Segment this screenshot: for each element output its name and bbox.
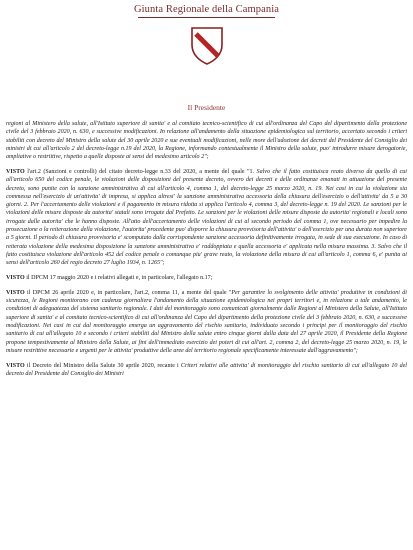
- letterhead-title: Giunta Regionale della Campania: [133, 4, 280, 15]
- paragraph-lead: VISTO: [6, 362, 25, 369]
- paragraph-lead: VISTO: [6, 168, 25, 175]
- document-body: [6, 120, 407, 384]
- paragraph-1: [6, 168, 407, 268]
- campania-coat-of-arms-icon: [190, 25, 224, 65]
- paragraph-0: [6, 120, 407, 161]
- paragraph-text: il DPCM 17 maggio 2020 e i relativi allegati e, in particolare, l'allegato n.17;: [24, 275, 213, 282]
- paragraph-quote: regioni al Ministero della salute, all'Istituto superiore di sanita' e al comitato tecnico-scientifico di cui all'ordinanza del Capo del dipartimento della protezione civile del 3 febbraio 2020, n. 630, e successive modificazioni. In relazione all'andamento della situazione epidemiologica sul territorio, accertato secondo i criteri stabiliti con decreto del Ministro della salute del 30 aprile 2020 e sue eventuali modificazioni, nelle more dell'adozione dei decreti del Presidente del Consiglio dei ministri di cui all'articolo 2 del decreto-legge n.19 del 2020, la Regione, informando contestualmente il Ministro della salute, puo' introdurre misure derogatorie, ampliative o restrittive, rispetto a quelle disposte ai sensi del medesimo articolo 2";: [6, 121, 407, 161]
- paragraph-text: il Decreto del Ministro della Salute 30 aprile 2020, recante i: [24, 362, 181, 369]
- paragraph-text: l'art.2 (Sanzioni e controlli) del citato decreto-legge n.33 del 2020, a mente del quale "1.: [24, 168, 257, 175]
- paragraph-quote: Per garantire lo svolgimento delle attivita' produttive in condizioni di sicurezza, le Regioni monitorano con cadenza giornaliera l'andamento della situazione epidemiologica nei propri territori e, in relazione a tale andamento, le condizioni di adeguatezza del sistema sanitario regionale. I dati del monitoraggio sono comunicati giornalmente dalle Regioni al Ministero della Salute, all'Istituto superiore di sanita' e al comitato tecnico-scientifico di cui all'ordinanza del Capo del dipartimento della protezione civile del 3 febbraio 2020, n. 630, e successive modificazioni. Nei casi in cui dal monitoraggio emerga un aggravamento del rischio sanitario, individuato secondo i principi per il monitoraggio del rischio sanitario di cui all'allegato 10 e secondo i criteri stabiliti dal Ministro della salute entro cinque giorni dalla data del 27 aprile 2020, il Presidente della Regione propone tempestivamente al Ministro della Salute, ai fini dell'immediato esercizio dei poteri di cui all'art. 2, comma 2, del decreto-legge 25 marzo 2020, n. 19, le misure restrittive necessarie e urgenti per le attivita' produttive delle aree del territorio regionale specificamente interessate dall'aggravamento";: [6, 289, 407, 354]
- paragraph-2: [6, 274, 407, 282]
- paragraph-quote: Salvo che il fatto costituisca reato diverso da quello di cui all'articolo 650 del codice penale, le violazioni delle disposizioni del presente decreto, ovvero dei decreti e delle ordinanze emanati in attuazione del presente decreto, sono punite con la sanzione amministrativa di cui all'articolo 4, comma 1, del decreto-legge 25 marzo 2020, n. 19. Nei casi in cui la violazione sia commessa nell'esercizio di un'attivita' di impresa, si applica altresi' la sanzione amministrativa accessoria della chiusura dell'esercizio o dell'attivita' da 5 a 30 giorni. 2. Per l'accertamento delle violazioni e il pagamento in misura ridotta si applica l'articolo 4, comma 3, del decreto-legge n. 19 del 2020. Le sanzioni per le violazioni delle misure disposte da autorita' statali sono irrogate dal Prefetto. Le sanzioni per le violazioni delle misure disposte da autorita' regionali e locali sono irrogate dalle autorita' che le hanno disposte. All'atto dell'accertamento delle violazioni di cui al secondo periodo del comma 1, ove necessario per impedire la prosecuzione o la reiterazione della violazione, l'autorita' procedente puo' disporre la chiusura provvisoria dell'attivita' o dell'esercizio per una durata non superiore a 5 giorni. Il periodo di chiusura provvisoria e' scomputato dalla corrispondente sanzione accessoria definitivamente irrogata, in sede di sua esecuzione. In caso di reiterata violazione della medesima disposizione la sanzione amministrativa e' raddoppiata e quella accessoria e' applicata nella misura massima. 3. Salvo che il fatto costituisca violazione dell'articolo 452 del codice penale o comunque piu' grave reato, la violazione della misura di cui all'articolo 1, comma 6, e' punita ai sensi dell'articolo 260 del regio decreto 27 luglio 1934, n. 1265";: [6, 168, 407, 267]
- paragraph-3: [6, 289, 407, 355]
- paragraph-quote: Criteri relativi alle attivita' di monitoraggio del rischio sanitario di cui all'allegato 10 del decreto del Presidente del Consiglio dei Ministri: [6, 362, 407, 378]
- president-heading: Il Presidente: [187, 103, 226, 112]
- paragraph-4: [6, 362, 407, 379]
- paragraph-text: il DPCM 26 aprile 2020 e, in particolare, l'art.2, comma 11, a mente del quale ": [24, 289, 232, 296]
- paragraph-lead: VISTO: [6, 289, 25, 296]
- paragraph-lead: VISTO: [6, 275, 25, 282]
- letterhead-rule: [138, 17, 275, 18]
